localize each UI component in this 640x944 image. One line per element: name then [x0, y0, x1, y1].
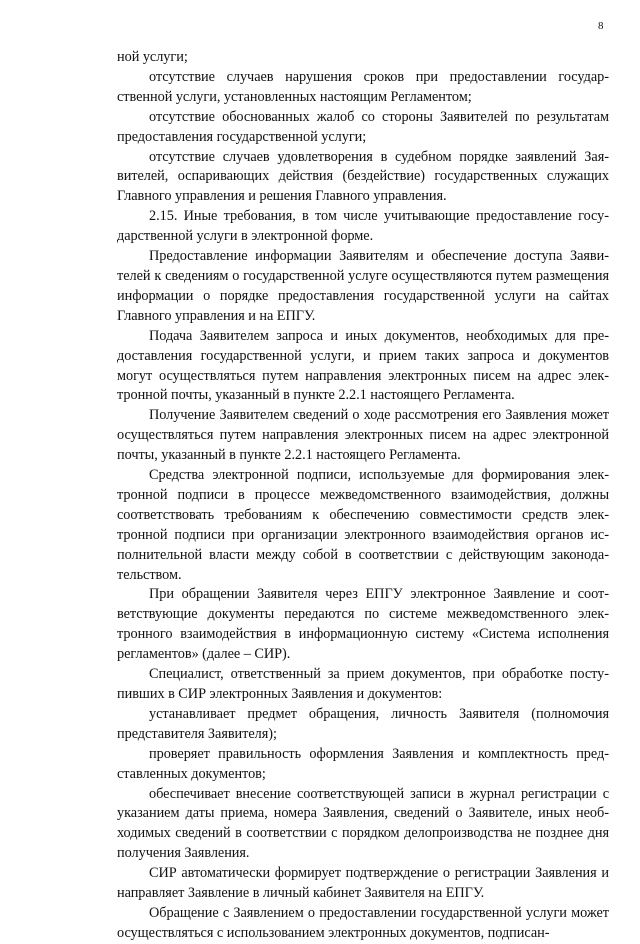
paragraph: обеспечивает внесение соответствующей записи в журнал регистрации с указанием даты приема, номера Заявления, сведений о Заявителе, иных необходимых сведений в соответствии с порядком делопроизводства не позднее дня получения Заявления. [117, 785, 609, 862]
paragraph: Предоставление информации Заявителям и обеспечение доступа Заявителей к сведениям о государственной услуге осуществляются путем размещения информации о порядке предоставления государственной услуги на сайтах Главного управления и на ЕПГУ. [117, 248, 609, 324]
paragraph-continuation: ной услуги; [117, 49, 188, 65]
paragraph: отсутствие случаев удовлетворения в судебном порядке заявлений Заявителей, оспаривающих действия (бездействие) государственных служащих Главного управления и решения Главного управления. [117, 148, 609, 205]
paragraph: проверяет правильность оформления Заявления и комплектность представленных документов; [117, 745, 609, 782]
paragraph: отсутствие случаев нарушения сроков при предоставлении государственной услуги, установленных настоящим Регламентом; [117, 68, 609, 105]
paragraph: Обращение с Заявлением о предоставлении государственной услуги может осуществляться с использованием электронных документов, подписан- [117, 904, 609, 941]
paragraph: Специалист, ответственный за прием документов, при обработке поступивших в СИР электронных Заявления и документов: [117, 666, 609, 702]
page-number: 8 [598, 20, 604, 32]
paragraph: отсутствие обоснованных жалоб со стороны Заявителей по результатам предоставления государственной услуги; [117, 108, 609, 145]
paragraph: При обращении Заявителя через ЕПГУ электронное Заявление и соответствующие документы передаются по системе межведомственного электронного взаимодействия в информационную систему «Система исполнения регламентов» (далее – СИР). [117, 586, 609, 663]
paragraph: Получение Заявителем сведений о ходе рассмотрения его Заявления может осуществляться путем направления электронных писем на адрес электронной почты, указанный в пункте 2.2.1 настоящего Регламента. [117, 407, 609, 464]
paragraph: СИР автоматически формирует подтверждение о регистрации Заявления и направляет Заявление в личный кабинет Заявителя на ЕПГУ. [117, 865, 609, 902]
paragraph: Подача Заявителем запроса и иных документов, необходимых для предоставления государственной услуги, и прием таких запроса и документов могут осуществляться путем направления электронных писем на адрес электронной почты, указанный в пункте 2.2.1 настоящего Регламента. [117, 327, 609, 404]
paragraph: Средства электронной подписи, используемые для формирования электронной подписи в процессе межведомственного взаимодействия, должны соответствовать требованиям к обеспечению совместимости средств электронной подписи при организации электронного взаимодействия органов исполнительной власти между собой в соответствии с действующим законодательством. [117, 467, 609, 583]
section-heading: 2.15. Иные требования, в том числе учитывающие предоставление государственной услуги в электронной форме. [117, 208, 609, 245]
paragraph: устанавливает предмет обращения, личность Заявителя (полномочия представителя Заявителя); [117, 705, 609, 742]
document-body [117, 48, 609, 944]
